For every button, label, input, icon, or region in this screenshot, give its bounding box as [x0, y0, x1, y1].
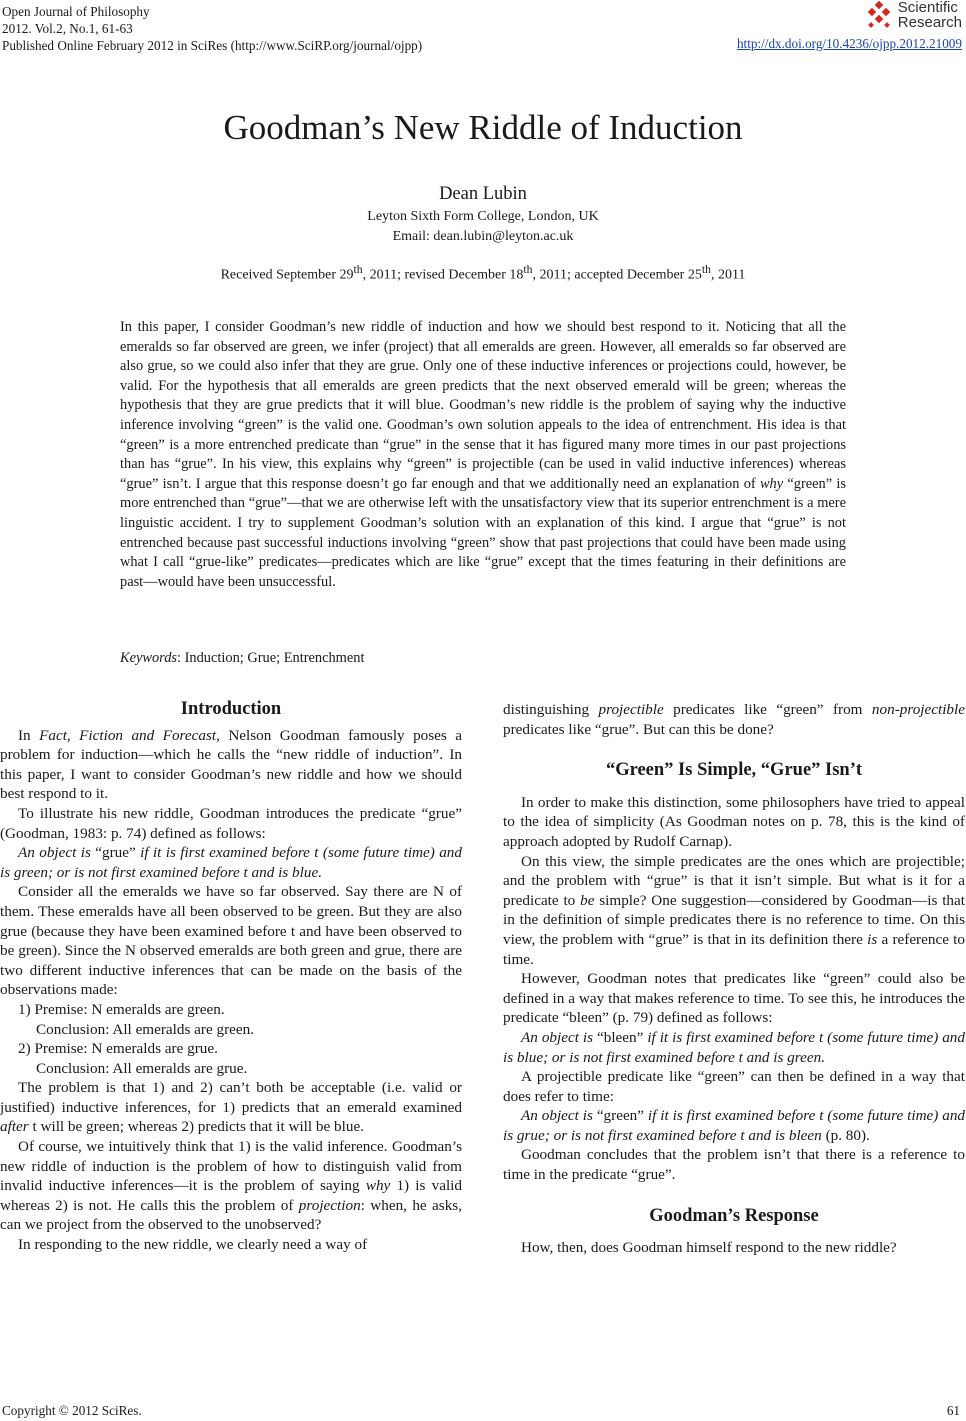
paragraph: Goodman concludes that the problem isn’t that there is a reference to time in the predicate “grue”.	[503, 1146, 965, 1184]
affiliation: Leyton Sixth Form College, London, UK	[367, 209, 599, 224]
section-heading-simple: “Green” Is Simple, “Grue” Isn’t	[605, 760, 863, 781]
article-title: Goodman’s New Riddle of Induction	[223, 108, 743, 147]
author-email: Email: dean.lubin@leyton.ac.uk	[392, 229, 574, 244]
copyright: Copyright © 2012 SciRes.	[2, 1403, 142, 1418]
doi-link[interactable]: http://dx.doi.org/10.4236/ojpp.2012.21009	[736, 36, 962, 51]
text: a reference to time.	[503, 930, 965, 968]
emphasis: after	[0, 1118, 29, 1136]
bleen-definition	[503, 1028, 965, 1067]
list-item: Conclusion: All emeralds are green.	[36, 1020, 255, 1038]
year-text: , 2011	[710, 267, 746, 283]
text: ) and is green; or is not first examined before t and is blue.	[0, 844, 462, 881]
ordinal-sup: th	[353, 263, 363, 276]
text: “green”	[596, 1107, 645, 1125]
journal-header	[2, 3, 422, 54]
paragraph: A projectible predicate like “green” can then be defined in a way that does refer to time:	[503, 1068, 965, 1105]
text: An object is	[18, 844, 96, 862]
text: 1) is valid whereas 2) is not. He calls this the problem of	[0, 1177, 462, 1214]
text: : when, he asks, can we project from the observed to the unobserved?	[0, 1196, 462, 1234]
list-item: 1) Premise: N emeralds are green.	[18, 1000, 225, 1018]
paragraph: However, Goodman notes that predicates like “green” could also be defined in a way that makes reference to time. To see this, he introduces the predicate “bleen” (p. 79) defined as follows:	[503, 970, 965, 1027]
emphasis: non-projectible	[871, 701, 965, 718]
text: predicates like “green” from	[663, 701, 872, 718]
accepted-text: , 2011; accepted December 25	[532, 267, 702, 283]
text: ) and is grue; or is not first examined before t and is bleen	[503, 1107, 966, 1144]
received-text: Received September 29	[220, 267, 354, 283]
text: simple? One suggestion—considered by Goodman—is that in the definition of simple predicates there is no reference to time. On this view, the problem with “grue” is that in its definition there	[503, 891, 965, 948]
page-number: 61	[946, 1403, 960, 1418]
section-heading-introduction: Introduction	[180, 699, 282, 719]
paragraph	[0, 1078, 462, 1137]
text: predicates like “grue”. But can this be done?	[503, 720, 774, 738]
revised-text: , 2011; revised December 18	[362, 267, 524, 283]
text: ) and is blue; or is not first examined before t and is green.	[503, 1028, 965, 1066]
paragraph: How, then, does Goodman himself respond to the new riddle?	[521, 1239, 897, 1257]
text: “grue”	[95, 844, 136, 862]
ordinal-sup: th	[701, 263, 711, 276]
grue-definition	[0, 843, 462, 882]
abstract-text: In this paper, I consider Goodman’s new riddle of induction and how we should best respond to it. Noticing that all the emeralds so far observed are green, we infer (project) that all emeralds are green. However, all emeralds so far observed are also grue, so we could also infer that they are grue. Only one of these inductive inferences or projections could, however, be valid. For the hypothesis that all emeralds are green predicts that the next observed emerald will be green; whereas the hypothesis that they are grue predicts that it will blue. Goodman’s new riddle is the problem of saying why the inductive inference involving “green” is the valid one. Goodman’s own solution appeals to the idea of entrenchment. His idea is that “green” is a more entrenched predicate than “grue” in the sense that it has figured many more times in our past projections than has “grue”. In his view, this explains why “green” is projectible (can be used in valid inductive inferences) whereas “grue” isn’t. I argue that this response doesn’t go far enough and that we additionally need an explanation of	[120, 319, 846, 492]
list-item: Conclusion: All emeralds are grue.	[36, 1059, 248, 1077]
abstract-paragraph	[120, 318, 846, 592]
book-title: Fact, Fiction and Forecast	[39, 726, 217, 744]
keywords-label: Keywords	[120, 650, 178, 666]
text: if it is first examined before t (	[135, 844, 328, 862]
journal-volume: 2012. Vol.2, No.1, 61-63	[2, 21, 133, 36]
journal-name: Open Journal of Philosophy	[2, 4, 150, 19]
text: distinguishing	[503, 701, 599, 718]
text: In	[18, 726, 40, 744]
green-definition	[503, 1106, 965, 1145]
scientific-research-logo-icon	[864, 0, 894, 30]
list-item: 2) Premise: N emeralds are grue.	[18, 1040, 218, 1058]
paragraph	[503, 852, 965, 970]
right-column	[503, 700, 965, 1258]
paragraph: In order to make this distinction, some philosophers have tried to appeal to the idea of simplicity (As Goodman notes on p. 78, this is the kind of approach adopted by Rudolf Carnap).	[503, 793, 965, 850]
emphasis: projectible	[598, 701, 664, 718]
paragraph: Consider all the emeralds we have so far observed. Say there are N of them. These emeralds have all been observed to be green. But they are also grue (because they have been examined before t and have been observed to be green). Since the N observed emeralds are both green and grue, there are two different inductive inferences that can be made on the basis of the observations made:	[0, 883, 462, 999]
text: (p. 80).	[821, 1126, 870, 1144]
received-dates	[0, 263, 966, 284]
text: some future time	[832, 1028, 934, 1046]
text: some future time	[832, 1107, 934, 1125]
text: Of course, we intuitively think that 1) is the valid inference. Goodman’s new riddle of induction is the problem of how to distinguish valid from invalid inductive inferences—it is the problem of saying	[0, 1138, 462, 1195]
text: , Nelson Goodman famously poses a problem for induction—which he calls the “new riddle of induction”. In this paper, I want to consider Goodman’s new riddle and how we should best respond to it.	[0, 726, 462, 803]
emphasis: why	[365, 1177, 391, 1195]
text: On this view, the simple predicates are the ones which are projectible; and the problem with “grue” is that it isn’t simple. But what is it for a predicate to	[503, 852, 965, 909]
emphasis: projection	[298, 1196, 361, 1214]
text: The problem is that 1) and 2) can’t both be acceptable (i.e. valid or justified) inductive inferences, for 1) predicts that an emerald examined	[0, 1079, 462, 1116]
ordinal-sup: th	[523, 263, 533, 276]
affiliation-block	[0, 207, 966, 247]
left-column	[0, 700, 462, 1255]
abstract-text: “green” is more entrenched than “grue”—that we are otherwise left with the unsatisfactory view that its superior entrenchment is a mere linguistic accident. I try to supplement Goodman’s solution with an explanation of this kind. I argue that “grue” is not entrenched because past successful inductions involving “green” show that past projections that could have been made using what I call “grue-like” predicates—predicates which are like “grue” except that the times featuring in their definitions are past—would have been unsuccessful.	[120, 475, 846, 590]
text: An object is	[521, 1028, 597, 1046]
paragraph	[0, 1137, 462, 1235]
published-online: Published Online February 2012 in SciRes (http://www.SciRP.org/journal/ojpp)	[2, 38, 423, 53]
keywords-text: : Induction; Grue; Entrenchment	[177, 650, 365, 666]
text: “bleen”	[596, 1028, 644, 1046]
abstract	[120, 318, 846, 592]
logo-line-2: Research	[897, 14, 962, 31]
logo-line-1: Scientific	[897, 0, 958, 16]
author-name: Dean Lubin	[439, 184, 527, 204]
section-heading-goodman-response: Goodman’s Response	[649, 1205, 819, 1226]
text: some future time	[327, 844, 430, 862]
paragraph: In responding to the new riddle, we clearly need a way of	[18, 1236, 368, 1254]
publisher-logo	[864, 0, 962, 30]
paragraph: To illustrate his new riddle, Goodman introduces the predicate “grue” (Goodman, 1983: p. 74) defined as follows:	[0, 804, 462, 842]
keywords	[120, 650, 364, 667]
abstract-emphasis: why	[759, 475, 784, 492]
logo-text	[898, 0, 962, 30]
text: if it is first examined before t (	[644, 1107, 833, 1125]
paragraph	[503, 700, 965, 739]
text: if it is first examined before t (	[643, 1028, 833, 1046]
paragraph	[0, 726, 462, 804]
text: An object is	[521, 1107, 597, 1125]
emphasis: is	[867, 930, 878, 948]
text: t will be green; whereas 2) predicts that it will be blue.	[28, 1118, 364, 1136]
emphasis: be	[580, 891, 595, 909]
